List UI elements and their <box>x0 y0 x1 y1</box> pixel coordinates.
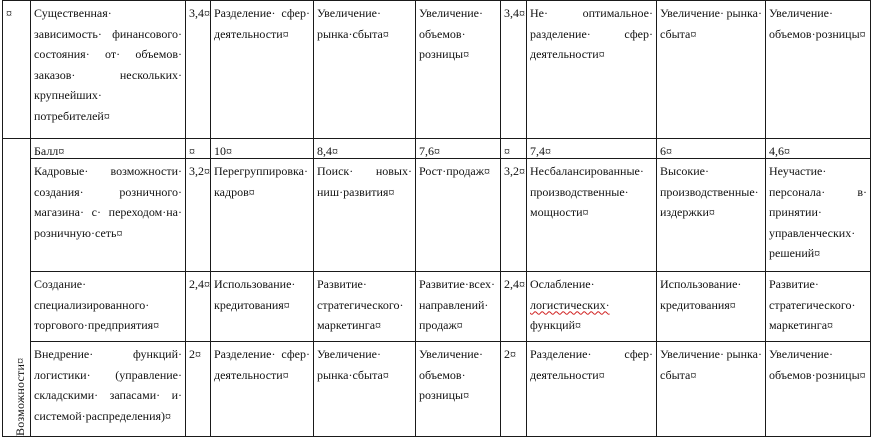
cell-line: Увеличение· <box>317 347 382 361</box>
column-border <box>765 0 766 437</box>
cell-r0-a2 <box>530 3 653 65</box>
column-border <box>526 0 527 437</box>
cell-line: производственные· <box>530 184 629 199</box>
column-border <box>656 0 657 437</box>
cell-line: 8,4¤ <box>317 144 338 158</box>
cell-line: Увеличение· <box>769 347 834 361</box>
cell-r1-w2 <box>504 141 523 162</box>
cell-line: Ослабление· <box>530 277 595 291</box>
cell-r3-a1 <box>214 274 310 315</box>
cell-line: Неучастие· <box>769 164 827 178</box>
cell-r1-w1 <box>189 141 207 162</box>
cell-line: складскими· запасами· и· <box>34 388 182 403</box>
cell-line: Использование· <box>660 277 742 291</box>
cell-r2-factor <box>34 161 182 243</box>
cell-line: управленческих· <box>769 225 856 240</box>
cell-line: магазина· с· переходом·на· <box>34 205 182 220</box>
cell-line: Разделение· сфер· <box>530 347 653 361</box>
cell-line: 2,4¤ <box>504 277 525 291</box>
cell-line: деятельности¤ <box>214 26 289 41</box>
cell-line: 2¤ <box>504 347 516 361</box>
column-border <box>210 0 211 437</box>
cell-line: производственные· <box>660 184 759 199</box>
cell-line: ¤ <box>6 6 12 20</box>
cell-r4-factor <box>34 344 182 426</box>
cell-line: стратегического· <box>769 297 856 312</box>
cell-line: 10¤ <box>214 144 232 158</box>
cell-line: Внедрение· функций· <box>34 347 182 361</box>
cell-line: логистических· <box>530 297 610 312</box>
row-border <box>2 271 870 272</box>
cell-line: 3,4¤ <box>504 6 525 20</box>
cell-r2-a2 <box>530 161 653 223</box>
cell-r0-b1 <box>317 3 412 44</box>
cell-line: Существенная· <box>34 6 112 20</box>
cell-line: торгового·предприятия¤ <box>34 318 160 333</box>
cell-line: логистики· (управление· <box>34 367 182 382</box>
cell-r4-c2 <box>769 344 867 385</box>
cell-line: кадров¤ <box>214 184 255 199</box>
cell-line: 2,4¤ <box>189 277 210 291</box>
cell-line: Увеличение· рынка· <box>660 6 762 20</box>
cell-r3-w1 <box>189 274 210 295</box>
cell-line: Использование· <box>214 277 296 291</box>
cell-line: 6¤ <box>660 144 672 158</box>
cell-r1-b1 <box>317 141 412 162</box>
cell-line: Развитие· <box>317 277 367 291</box>
cell-line: деятельности¤ <box>530 47 605 62</box>
cell-line: Увеличение· рынка· <box>660 347 762 361</box>
cell-line: 3,4¤ <box>189 6 210 20</box>
cell-r1-factor <box>34 141 182 162</box>
cell-line: разделение· сфер· <box>530 26 653 41</box>
cell-r1-c2 <box>769 141 867 162</box>
cell-line: Кадровые· возможности· <box>34 164 182 178</box>
cell-r4-w2 <box>504 344 523 365</box>
cell-line: стратегического· <box>317 297 404 312</box>
cell-r0-col0 <box>6 3 27 24</box>
cell-r4-b1 <box>317 344 412 385</box>
cell-r1-b2 <box>660 141 762 162</box>
cell-r4-a1 <box>214 344 310 385</box>
cell-r2-w1 <box>189 161 210 182</box>
cell-line: 4,6¤ <box>769 144 790 158</box>
cell-r1-a2 <box>530 141 653 162</box>
cell-r4-b2 <box>660 344 762 385</box>
column-border <box>185 0 186 437</box>
cell-r3-w2 <box>504 274 523 295</box>
cell-r2-c1 <box>419 161 497 182</box>
cell-r3-c1 <box>419 274 497 336</box>
cell-line: ¤ <box>189 144 195 158</box>
cell-line: издержки¤ <box>660 205 715 220</box>
cell-line: ¤ <box>504 144 510 158</box>
side-label-cell <box>2 140 27 436</box>
cell-line: 2¤ <box>189 347 201 361</box>
row-border <box>2 138 870 139</box>
cell-r1-c1 <box>419 141 497 162</box>
cell-line: объемов·розницы¤ <box>769 26 866 41</box>
cell-line: объемов· <box>419 367 466 382</box>
cell-line: Поиск· новых· <box>317 164 412 178</box>
cell-r3-factor <box>34 274 182 336</box>
cell-r4-w1 <box>189 344 207 365</box>
cell-line: Увеличение· <box>769 6 834 20</box>
cell-line: Не· оптимальное· <box>530 6 653 20</box>
cell-line: кредитования¤ <box>214 297 290 312</box>
cell-line: деятельности¤ <box>530 367 605 382</box>
cell-r3-b1 <box>317 274 412 336</box>
cell-line: маркетинга¤ <box>769 318 834 333</box>
cell-line: крупнейших· <box>34 88 102 103</box>
column-border <box>30 0 31 437</box>
cell-line: рынка·сбыта¤ <box>317 367 389 382</box>
cell-line: функций¤ <box>530 318 581 333</box>
cell-line: Развитие· <box>769 277 819 291</box>
row-border <box>2 0 870 1</box>
cell-line: 7,6¤ <box>419 144 440 158</box>
cell-r2-w2 <box>504 161 523 182</box>
cell-line: 7,4¤ <box>530 144 551 158</box>
cell-line: персонала· в· <box>769 184 867 199</box>
column-border <box>313 0 314 437</box>
cell-line: Увеличение· <box>419 347 484 361</box>
cell-line: объемов·розницы¤ <box>769 367 866 382</box>
cell-line: кредитования¤ <box>660 297 736 312</box>
cell-r0-b2 <box>660 3 762 44</box>
cell-line: Создание· <box>34 277 87 291</box>
cell-line: маркетинга¤ <box>317 318 382 333</box>
cell-line: Балл¤ <box>34 144 65 158</box>
cell-line: розницы¤ <box>419 388 470 403</box>
cell-line: розницы¤ <box>419 47 470 62</box>
cell-line: системой·распределения)¤ <box>34 408 172 423</box>
cell-r4-c1 <box>419 344 497 406</box>
cell-line: Увеличение· <box>317 6 382 20</box>
cell-line: создания· розничного· <box>34 184 182 199</box>
cell-line: состояния· от· объемов· <box>34 47 182 62</box>
cell-r3-c2 <box>769 274 867 336</box>
cell-r0-factor <box>34 3 182 127</box>
cell-line: решений¤ <box>769 246 821 261</box>
column-border <box>415 0 416 437</box>
cell-line: Разделение· сфер· <box>214 347 310 361</box>
cell-line: рынка·сбыта¤ <box>317 26 389 41</box>
cell-r0-c2 <box>769 3 867 44</box>
cell-line: 3,2¤ <box>189 164 210 178</box>
cell-r2-a1 <box>214 161 310 202</box>
cell-line: 3,2¤ <box>504 164 525 178</box>
cell-line: принятии· <box>769 205 822 220</box>
cell-line: Увеличение· <box>419 6 484 20</box>
cell-line: сбыта¤ <box>660 26 697 41</box>
cell-line: направлений· <box>419 297 489 312</box>
cell-r1-a1 <box>214 141 310 162</box>
cell-line: зависимость· финансового· <box>34 26 182 41</box>
cell-line: специализированного· <box>34 297 150 312</box>
cell-r3-b2 <box>660 274 762 315</box>
cell-line: ниш·развития¤ <box>317 184 395 199</box>
cell-line: мощности¤ <box>530 205 589 220</box>
cell-r4-a2 <box>530 344 653 385</box>
cell-r3-a2 <box>530 274 653 336</box>
cell-line: Перегруппировка· <box>214 164 308 178</box>
cell-line: деятельности¤ <box>214 367 289 382</box>
cell-line: продаж¤ <box>419 318 463 333</box>
cell-line: потребителей¤ <box>34 108 110 123</box>
cell-r0-w1 <box>189 3 210 24</box>
cell-line: сбыта¤ <box>660 367 697 382</box>
cell-r0-a1 <box>214 3 310 44</box>
cell-line: розничную·сеть¤ <box>34 225 123 240</box>
cell-line: заказов· нескольких· <box>34 67 182 82</box>
column-border <box>500 0 501 437</box>
cell-line: Высокие· <box>660 164 709 178</box>
cell-line: Развитие·всех· <box>419 277 496 291</box>
cell-line: Несбалансированные· <box>530 164 644 178</box>
side-label: Возможности¤ <box>13 357 27 436</box>
cell-line: Разделение· сфер· <box>214 6 310 20</box>
cell-r0-c1 <box>419 3 497 65</box>
cell-r2-b1 <box>317 161 412 202</box>
cell-r2-c2 <box>769 161 867 264</box>
cell-line: Рост·продаж¤ <box>419 164 491 178</box>
cell-r0-w2 <box>504 3 523 24</box>
cell-r2-b2 <box>660 161 762 223</box>
cell-line: объемов· <box>419 26 466 41</box>
row-border <box>2 341 870 342</box>
